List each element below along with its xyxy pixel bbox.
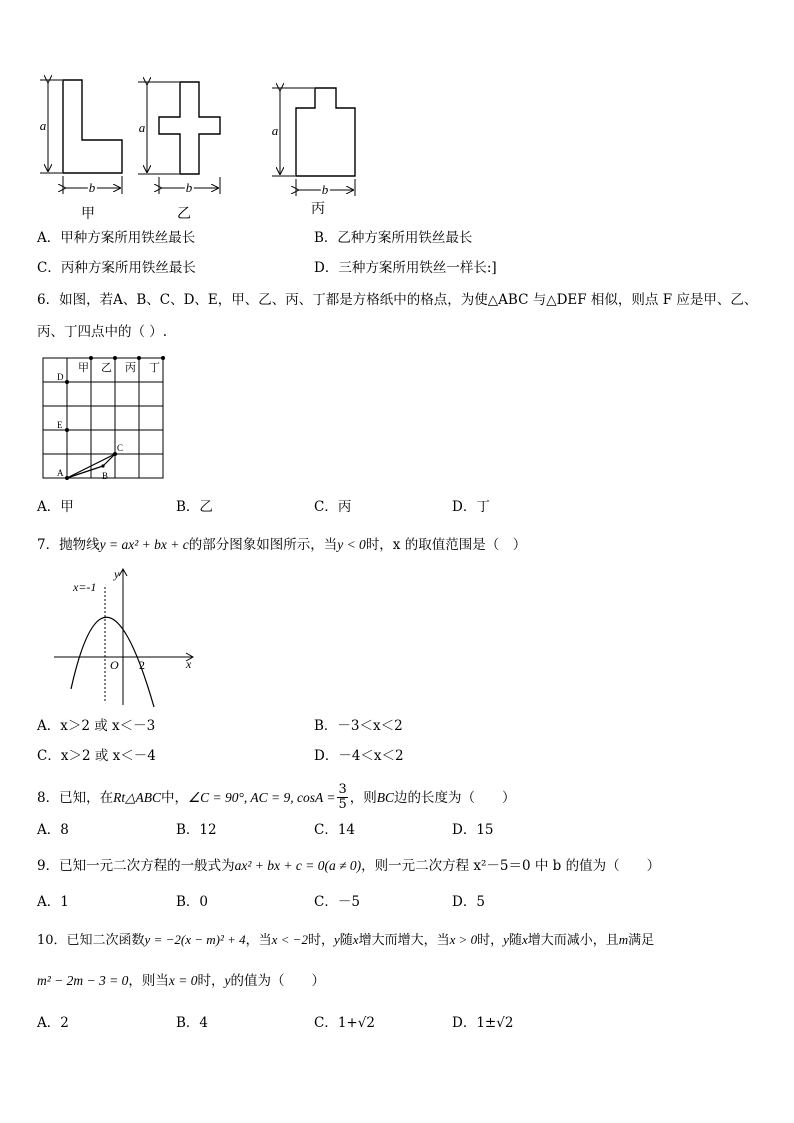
q5-option-b: B．乙种方案所用铁丝最长 xyxy=(314,230,473,246)
q10-line2-cond: x = 0 xyxy=(168,973,198,988)
q5-option-d: D．三种方案所用铁丝一样长:] xyxy=(314,260,497,276)
graph-label-axis: x=-1 xyxy=(73,580,97,594)
q7-middle: 的部分图象如图所示，当 xyxy=(188,537,338,553)
q10-text-4: 随 xyxy=(339,933,353,948)
q9-prefix: 9．已知一元二次方程的一般式为 xyxy=(37,858,235,874)
grid-label-ding: 丁 xyxy=(149,362,160,374)
q10-var-y1: y xyxy=(333,932,340,947)
q5-option-a: A．甲种方案所用铁丝最长 xyxy=(37,230,196,246)
q9-option-b: B．0 xyxy=(176,894,209,910)
q8-option-d: D．15 xyxy=(452,822,494,838)
q10-cond1: x < −2 xyxy=(271,932,308,947)
q9-formula: ax² + bx + c = 0(a ≠ 0) xyxy=(234,858,362,873)
q10-option-b: B．4 xyxy=(176,1015,209,1031)
q7-suffix: 时，x 的取值范围是（ ） xyxy=(365,537,527,553)
q10-question-line1 xyxy=(37,931,654,950)
q10-line2-text-1: ，则当 xyxy=(128,973,169,989)
grid-label-E: E xyxy=(57,420,63,430)
q10-line2-formula: m² − 2m − 3 = 0 xyxy=(37,973,129,988)
q10-text-6: 时， xyxy=(477,933,504,948)
q7-option-d: D．－4＜x＜2 xyxy=(314,748,404,764)
shape-caption-jia: 甲 xyxy=(81,206,95,222)
shape-bing xyxy=(296,88,355,176)
grid-label-B: B xyxy=(102,471,109,481)
q7-question xyxy=(37,536,526,554)
q9-option-a: A．1 xyxy=(37,894,69,910)
q8-tail1: ，则 xyxy=(349,790,377,806)
q10-option-a: A．2 xyxy=(37,1015,69,1031)
graph-label-x: x xyxy=(186,657,192,671)
grid-label-A: A xyxy=(57,468,64,478)
q8-frac-den: 5 xyxy=(338,797,347,812)
grid-label-D: D xyxy=(57,372,64,382)
q6-option-d: D．丁 xyxy=(452,499,490,515)
q10-var-x2: x xyxy=(521,932,528,947)
label-b-3: b xyxy=(321,182,329,197)
q8-conditions: ∠C = 90°, AC = 9, cosA = xyxy=(187,790,336,805)
q8-mid: 中， xyxy=(160,790,188,806)
q6-grid-figure xyxy=(40,355,170,485)
q10-text-3: 时， xyxy=(307,933,334,948)
q8-tail2: 边的长度为（ ） xyxy=(394,790,516,806)
grid-label-yi: 乙 xyxy=(101,362,112,374)
q10-text-5: 增大而增大，当 xyxy=(358,933,450,948)
q10-prefix: 10．已知二次函数 xyxy=(37,933,145,948)
q10-text-9: 满足 xyxy=(628,933,655,948)
shape-caption-yi: 乙 xyxy=(177,206,191,222)
shape-yi xyxy=(159,82,220,174)
q7-option-a: A．x＞2 或 x＜－3 xyxy=(37,718,156,734)
q10-line2-var-y: y xyxy=(224,973,231,988)
q10-text-7: 随 xyxy=(508,933,522,948)
q10-line2-text-2: 时， xyxy=(197,973,225,989)
label-a-3: a xyxy=(271,123,279,138)
q10-question-line2 xyxy=(37,972,325,990)
q10-var-x1: x xyxy=(352,932,359,947)
q10-text-2: ，当 xyxy=(245,933,272,948)
q7-condition: y < 0 xyxy=(337,537,366,552)
q6-option-b: B．乙 xyxy=(176,499,213,515)
q6-option-c: C．丙 xyxy=(314,499,352,515)
q7-formula: y = ax² + bx + c xyxy=(99,537,189,552)
q8-bc: BC xyxy=(376,790,394,805)
q8-fraction xyxy=(337,783,347,812)
q8-frac-num: 3 xyxy=(338,782,347,797)
q8-option-b: B．12 xyxy=(176,822,217,838)
q10-option-d: D．1±√2 xyxy=(452,1015,514,1031)
q5-figure xyxy=(30,72,390,222)
q7-parabola-graph xyxy=(50,565,200,710)
q6-question-line2: 丙、丁四点中的（ ）. xyxy=(37,324,168,340)
graph-label-y: y xyxy=(114,567,120,581)
label-b-1: b xyxy=(88,180,96,195)
label-b-2: b xyxy=(185,180,193,195)
q10-cond2: x > 0 xyxy=(449,932,478,947)
label-a-2: a xyxy=(138,120,146,135)
q10-option-c: C．1+√2 xyxy=(314,1015,375,1031)
q10-var-m: m xyxy=(618,932,629,947)
q8-option-a: A．8 xyxy=(37,822,69,838)
graph-label-two: 2 xyxy=(139,658,145,672)
q6-option-a: A．甲 xyxy=(37,499,74,515)
grid-label-jia: 甲 xyxy=(78,362,89,374)
q8-option-c: C．14 xyxy=(314,822,356,838)
q6-question-line1: 6．如图，若A、B、C、D、E，甲、乙、丙、丁都是方格纸中的格点，为使△ABC 与△DEF 相似，则点 F 应是甲、乙、 xyxy=(37,292,758,308)
q8-triangle: Rt△ABC xyxy=(113,790,161,805)
q8-prefix: 8．已知，在 xyxy=(37,790,114,806)
graph-label-origin: O xyxy=(110,658,119,672)
q10-line2-text-3: 的值为（ ） xyxy=(230,973,325,989)
q9-question xyxy=(37,857,660,875)
grid-label-bing: 丙 xyxy=(125,362,136,374)
q8-question xyxy=(37,784,516,813)
q7-option-b: B．－3＜x＜2 xyxy=(314,718,403,734)
shape-caption-bing: 丙 xyxy=(311,201,325,217)
q10-var-y2: y xyxy=(503,932,509,947)
q9-option-c: C．－5 xyxy=(314,894,360,910)
q7-option-c: C．x＞2 或 x＜－4 xyxy=(37,748,156,764)
q10-text-8: 增大而减小，且 xyxy=(527,933,619,948)
q7-prefix: 7．抛物线 xyxy=(37,537,100,553)
q9-suffix: ，则一元二次方程 x²－5＝0 中 b 的值为（ ） xyxy=(361,858,661,874)
q9-option-d: D．5 xyxy=(452,894,485,910)
q10-formula: y = −2(x − m)² + 4 xyxy=(144,932,246,947)
q5-option-c: C．丙种方案所用铁丝最长 xyxy=(37,260,196,276)
grid-label-C: C xyxy=(117,443,124,453)
label-a-1: a xyxy=(39,118,47,133)
shape-jia xyxy=(63,80,122,173)
